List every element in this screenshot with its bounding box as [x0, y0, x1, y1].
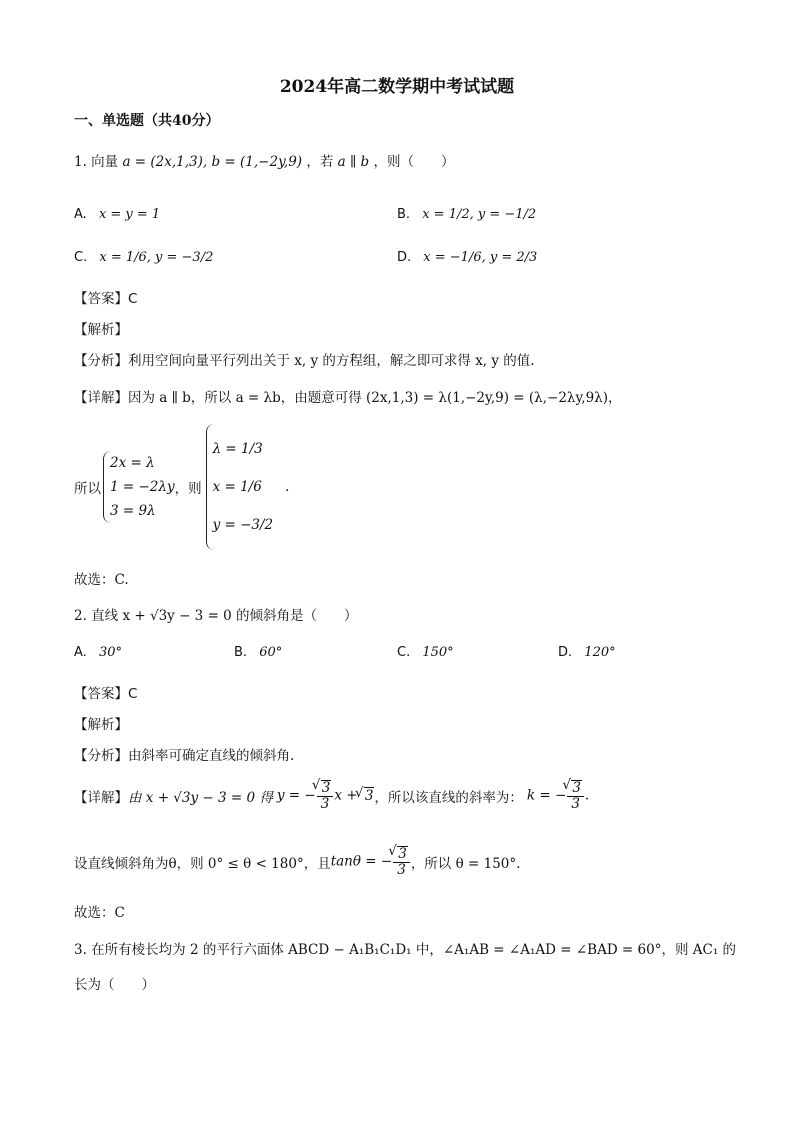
question-1-stem [74, 150, 454, 170]
page-title: 2024年高二数学期中考试试题 [279, 77, 515, 97]
answer-tag: 【答案】 [74, 291, 128, 307]
xiangjie-text: 因为 a ∥ b，所以 a = λb，由题意可得 (2x,1,3) = λ(1,−2y,9) = (λ,−2λy,9λ)， [128, 390, 622, 406]
q1-choose: 故选：C. [74, 572, 129, 588]
solution-line: y = −3/2 [212, 517, 274, 533]
solution-system [206, 424, 274, 550]
equation-system [103, 451, 175, 523]
q1-xiangjie [74, 386, 622, 406]
ze-text: ，则 [174, 481, 202, 497]
q2-choose: 故选：C [74, 905, 125, 921]
q1-vectors: a = (2x,1,3), b = (1,−2y,9) [122, 154, 303, 170]
q1-fenxi [74, 349, 535, 369]
equation-line: 2x = λ [110, 455, 155, 471]
xiangjie-text-2: ，所以该直线的斜率为： [374, 790, 523, 806]
option-text: 150° [422, 645, 454, 660]
q2-option-b [234, 645, 282, 660]
q1-option-d [397, 250, 537, 265]
fenxi-tag: 【分析】 [74, 748, 128, 764]
answer-value: C [128, 686, 138, 702]
option-letter: A. [74, 645, 87, 660]
q1-system: 所以 2x = λ 1 = −2λy 3 = 9λ ，则 λ = 1/3 x = 1/6 y = −3/2 . [74, 424, 289, 550]
option-letter: C. [397, 645, 411, 660]
xiangjie-text: 由 x + √3y − 3 = 0 得 [128, 790, 273, 806]
q1-prefix: 1. 向量 [74, 154, 119, 170]
q2-xiangjie [74, 780, 589, 812]
option-letter: A. [74, 207, 87, 222]
q1-option-a [74, 207, 160, 222]
option-letter: B. [234, 645, 248, 660]
option-letter: B. [397, 207, 411, 222]
angle-text-2: ，所以 θ = 150°. [410, 856, 521, 872]
question-2-stem: 2. 直线 x + √3y − 3 = 0 的倾斜角是（ ） [74, 608, 358, 624]
q1-parallel: a ∥ b [337, 154, 370, 170]
equation-line: 3 = 9λ [110, 503, 156, 519]
option-text: x = 1/2, y = −1/2 [422, 207, 537, 222]
q2-option-a [74, 645, 122, 660]
q2-option-c [397, 645, 454, 660]
q1-mid: ，若 [306, 154, 334, 170]
option-text: 120° [584, 645, 616, 660]
option-text: x = 1/6, y = −3/2 [99, 250, 214, 265]
xiangjie-tag: 【详解】 [74, 390, 128, 406]
option-letter: C. [74, 250, 88, 265]
xiangjie-tag: 【详解】 [74, 790, 128, 806]
q1-jiexi: 【解析】 [74, 322, 128, 338]
q2-formula-tan: tanθ = − √ $\frac{3}{3}$ [331, 846, 411, 878]
q2-answer [74, 682, 137, 702]
q2-jiexi: 【解析】 [74, 717, 128, 733]
suoyi-text: 所以 [74, 481, 101, 497]
option-letter: D. [558, 645, 573, 660]
q2-formula-y: y = − √ $\frac{3}{3}$ x + √ 3 [277, 780, 375, 812]
option-text: x = y = 1 [98, 207, 161, 222]
q2-option-d [558, 645, 616, 660]
q2-fenxi [74, 744, 294, 764]
solution-line: x = 1/6 [212, 479, 262, 495]
section-heading: 一、单选题（共40分） [74, 113, 220, 129]
q1-answer [74, 287, 137, 307]
q2-angle-line [74, 846, 520, 878]
option-letter: D. [397, 250, 412, 265]
option-text: 60° [259, 645, 283, 660]
fenxi-text: 由斜率可确定直线的倾斜角. [128, 748, 295, 764]
q1-suffix: ，则（ ） [373, 154, 455, 170]
answer-value: C [128, 291, 138, 307]
solution-line: λ = 1/3 [212, 441, 263, 457]
angle-text: 设直线倾斜角为θ，则 0° ≤ θ < 180°，且 [74, 856, 331, 872]
fenxi-text: 利用空间向量平行列出关于 x, y 的方程组，解之即可求得 x, y 的值. [128, 353, 535, 369]
question-3-stem: 3. 在所有棱长均为 2 的平行六面体 ABCD − A₁B₁C₁D₁ 中，∠A₁AB = ∠A₁AD = ∠BAD = 60°，则 AC₁ 的 [74, 942, 737, 958]
option-text: x = −1/6, y = 2/3 [423, 250, 538, 265]
option-text: 30° [98, 645, 122, 660]
q2-formula-k: k = − √ $\frac{3}{3}$ . [527, 780, 589, 812]
q1-option-b [397, 207, 536, 222]
answer-tag: 【答案】 [74, 686, 128, 702]
fenxi-tag: 【分析】 [74, 353, 128, 369]
question-3-stem-2: 长为（ ） [74, 977, 155, 993]
equation-line: 1 = −2λy [110, 479, 175, 495]
q1-option-c [74, 250, 213, 265]
